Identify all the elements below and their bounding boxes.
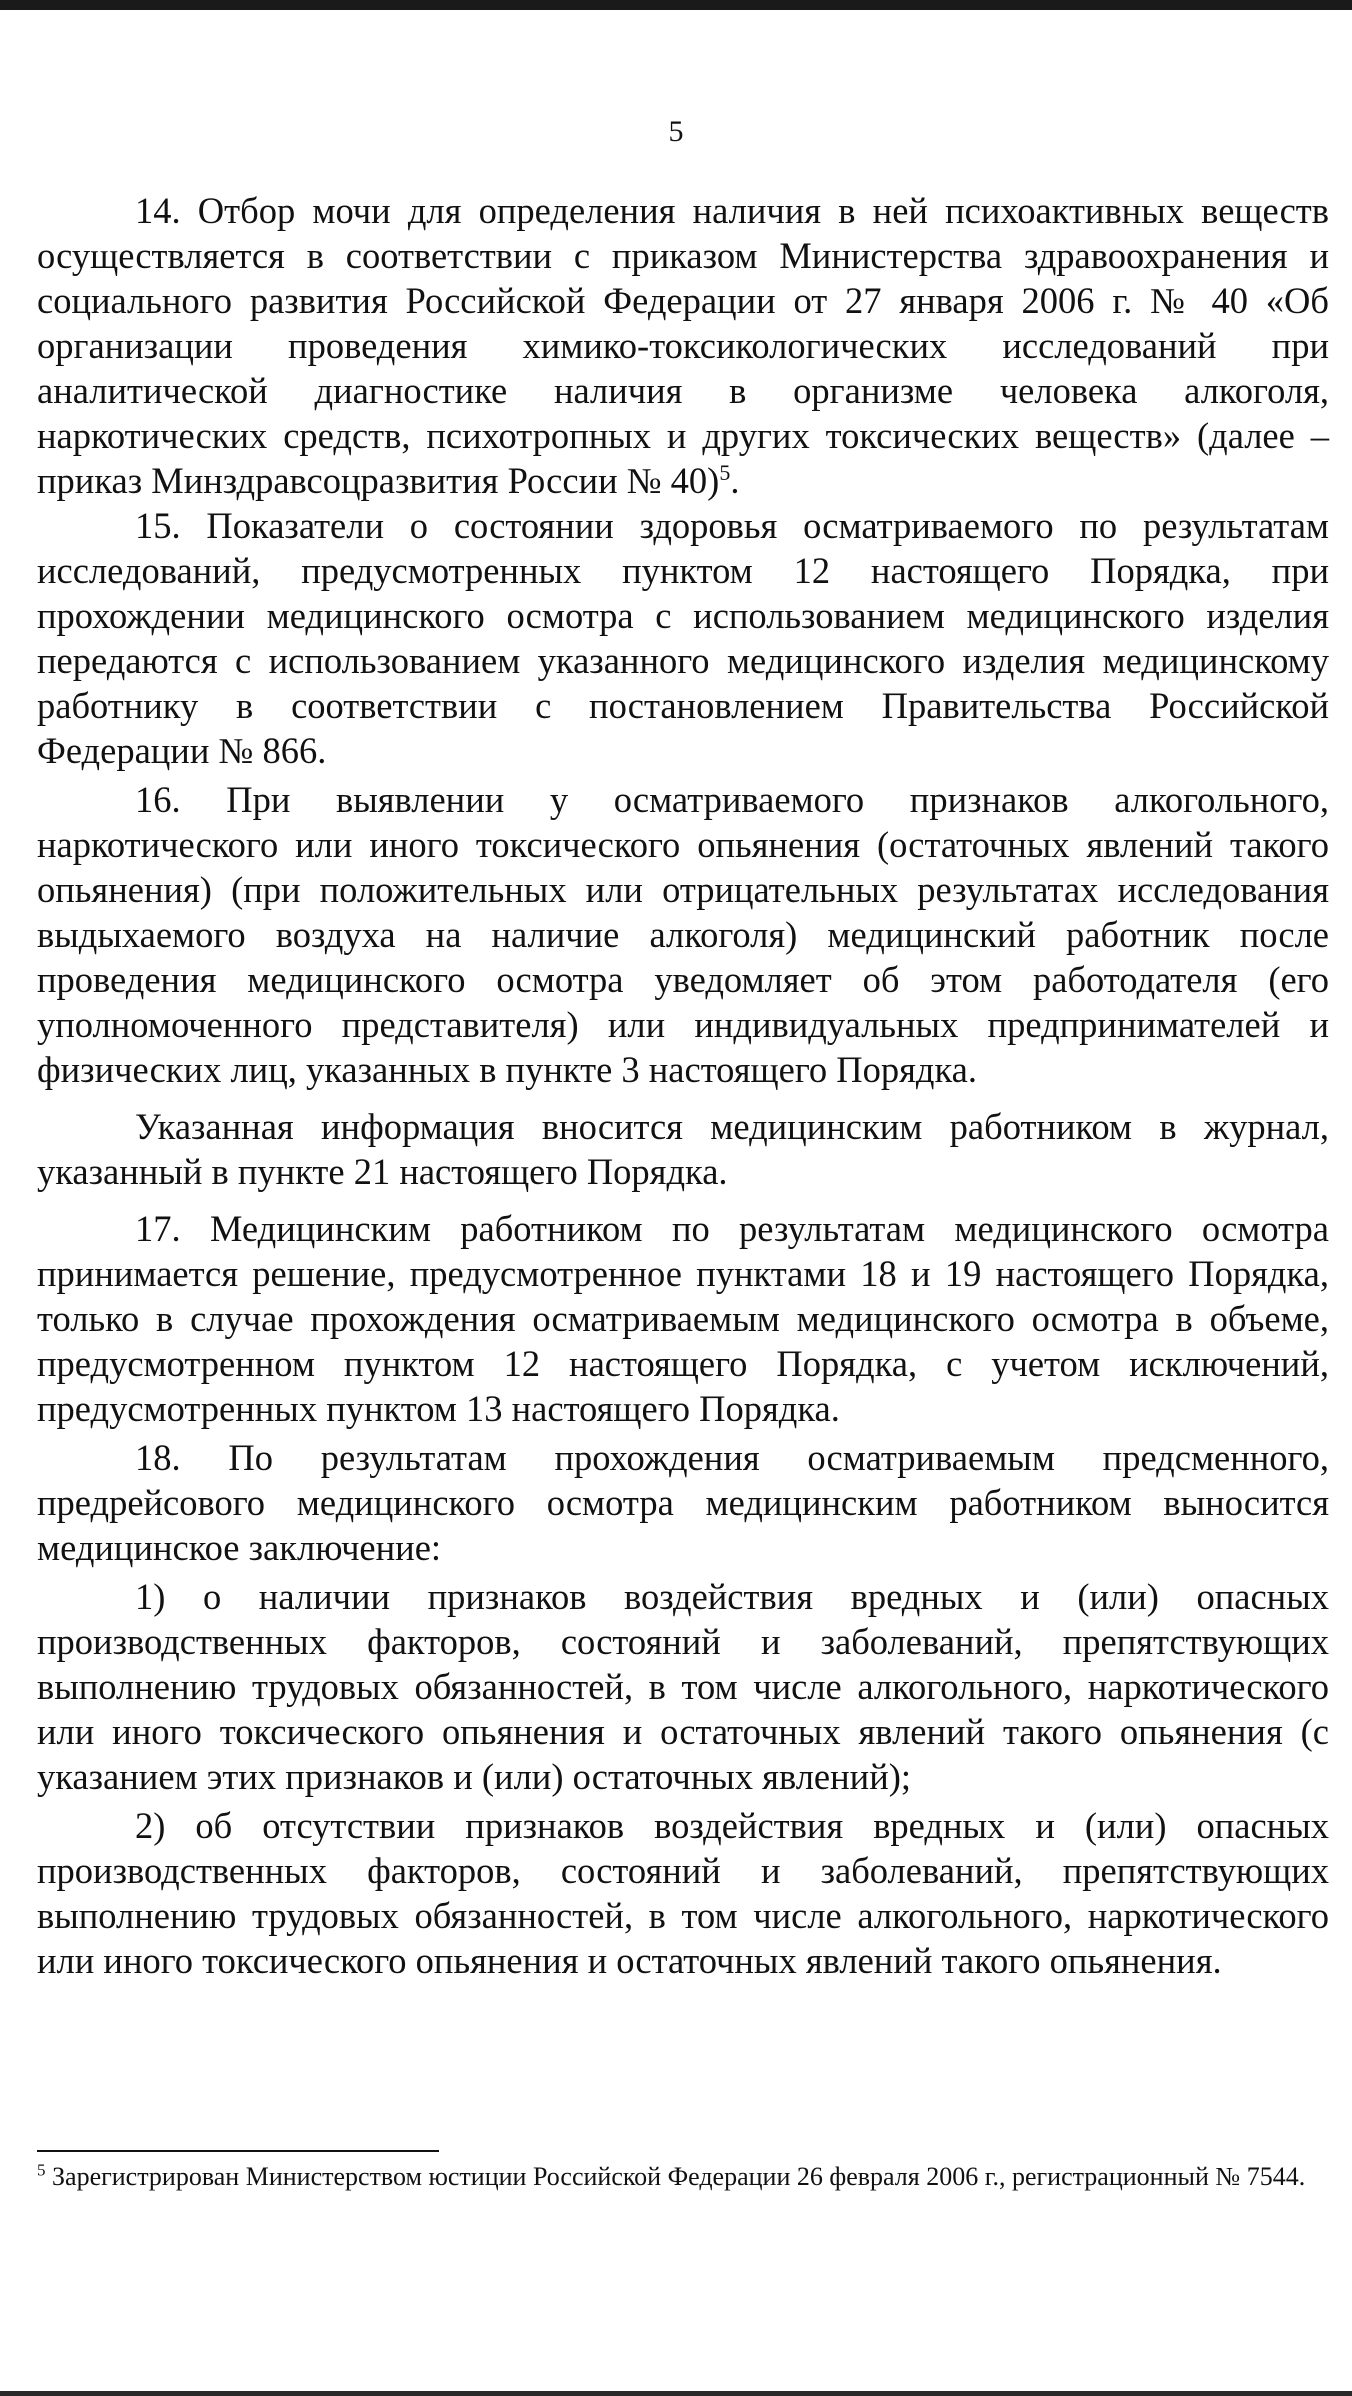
footnote-text: Зарегистрирован Министерством юстиции Российской Федерации 26 февраля 2006 г., регистрационный № 7544. (52, 2162, 1306, 2191)
paragraph-16: 16. При выявлении у осматриваемого признаков алкогольного, наркотического или иного токсического опьянения (остаточных явлений такого опьянения) (при положительных или отрицательных результатах исследования выдыхаемого воздуха на наличие алкоголя) медицинский работник после проведения медицинского осмотра уведомляет об этом работодателя (его уполномоченного представителя) или индивидуальных предпринимателей и физических лиц, указанных в пункте 3 настоящего Порядка. (37, 779, 1329, 1090)
scan-border-top (0, 0, 1352, 10)
paragraph-15: 15. Показатели о состоянии здоровья осматриваемого по результатам исследований, предусмотренных пунктом 12 настоящего Порядка, при прохождении медицинского осмотра с использованием медицинского изделия передаются с использованием указанного медицинского изделия медицинскому работнику в соответствии с постановлением Правительства Российской Федерации № 866. (37, 505, 1329, 771)
footnote-separator (37, 2150, 439, 2152)
paragraph-18-item-1: 1) о наличии признаков воздействия вредных и (или) опасных производственных факторов, состояний и заболеваний, препятствующих выполнению трудовых обязанностей, в том числе алкогольного, наркотического или иного токсического опьянения и остаточных явлений такого опьянения (с указанием этих признаков и (или) остаточных явлений); (37, 1576, 1329, 1797)
paragraph-14 (37, 188, 1329, 503)
scan-border-bottom (0, 2391, 1352, 2396)
paragraph-18: 18. По результатам прохождения осматриваемым предсменного, предрейсового медицинского осмотра медицинским работником выносится медицинское заключение: (37, 1437, 1329, 1568)
paragraph-18-item-2: 2) об отсутствии признаков воздействия вредных и (или) опасных производственных факторов, состояний и заболеваний, препятствующих выполнению трудовых обязанностей, в том числе алкогольного, наркотического или иного токсического опьянения и остаточных явлений такого опьянения. (37, 1805, 1329, 1981)
footnote (37, 2160, 1327, 2193)
footnote-ref: 5 (719, 459, 731, 485)
footnote-marker: 5 (37, 2160, 46, 2180)
paragraph-17: 17. Медицинским работником по результатам медицинского осмотра принимается решение, предусмотренное пунктами 18 и 19 настоящего Порядка, только в случае прохождения осматриваемым медицинского осмотра в объеме, предусмотренном пунктом 12 настоящего Порядка, с учетом исключений, предусмотренных пунктом 13 настоящего Порядка. (37, 1208, 1329, 1429)
document-body (37, 188, 1329, 1983)
paragraph-14-text: 14. Отбор мочи для определения наличия в ней психоактивных веществ осуществляется в соответствии с приказом Министерства здравоохранения и социального развития Российской Федерации от 27 января 2006 г. № 40 «Об организации проведения химико-токсикологических исследований при аналитической диагностике наличия в организме человека алкоголя, наркотических средств, психотропных и других токсических веществ» (далее – приказ Минздравсоцразвития России № 40) (37, 190, 1329, 501)
page-number: 5 (668, 115, 684, 148)
paragraph-16-note: Указанная информация вносится медицинским работником в журнал, указанный в пункте 21 настоящего Порядка. (37, 1106, 1329, 1192)
paragraph-14-tail: . (730, 460, 740, 501)
